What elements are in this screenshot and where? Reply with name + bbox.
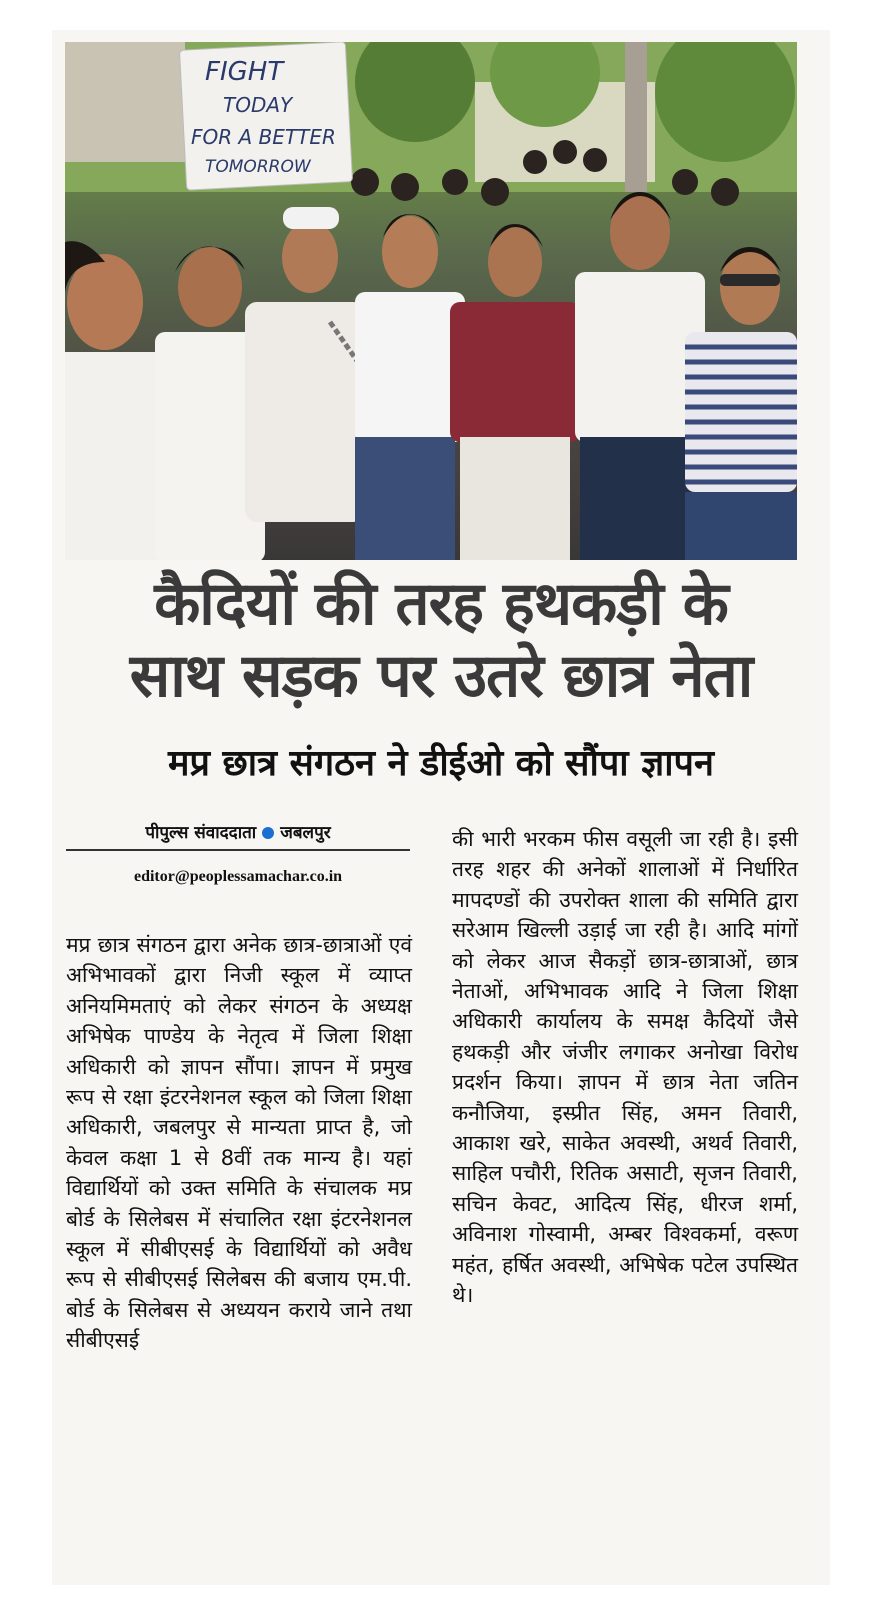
article-paragraph-left: मप्र छात्र संगठन द्वारा अनेक छात्र-छात्राओं एवं अभिभावकों द्वारा निजी स्कूल में व्याप्त अनियमिमताएं को लेकर संगठन के अध्यक्ष अभिषेक पाण्डेय के नेतृत्व में जिला शिक्षा अधिकारी को ज्ञापन सौंपा। ज्ञापन में प्रमुख रूप से रक्षा इंटरनेशनल स्कूल को जिला शिक्षा अधिकारी, जबलपुर से मान्यता प्राप्त है, जो केवल कक्षा 1 से 8वीं तक मान्य है। यहां विद्यार्थियों को उक्त समिति के संचालक मप्र बोर्ड के सिलेबस में संचालित रक्षा इंटरनेशनल स्कूल में सीबीएसई के विद्यार्थियों को अवैध रूप से सीबीएसई सिलेबस की बजाय एम.पी. बोर्ड के सिलेबस से अध्ययन कराये जाने तथा सीबीएसई [66, 933, 412, 1353]
protest-photo [65, 42, 797, 560]
bullet-dot-icon [262, 827, 274, 839]
protest-sign [179, 42, 352, 190]
sign-line-2: TODAY [223, 93, 293, 117]
subheadline: मप्र छात्र संगठन ने डीईओ को सौंपा ज्ञापन [168, 743, 714, 784]
dateline-city: जबलपुर [280, 823, 331, 843]
headline-line-1: कैदियों की तरह हथकड़ी के [154, 569, 728, 639]
article-column-left [66, 930, 412, 1356]
headline-line-2: साथ सड़क पर उतरे छात्र नेता [129, 641, 753, 711]
building-left [65, 42, 185, 162]
byline [66, 820, 410, 851]
editor-email: editor@peoplessamachar.co.in [133, 868, 343, 885]
sign-line-4: TOMORROW [205, 157, 311, 177]
protest-crowd-illustration [65, 42, 797, 560]
sign-line-1: FIGHT [205, 57, 284, 87]
student-maroon-shirt [450, 224, 580, 560]
reporter-name: पीपुल्स संवाददाता [145, 823, 257, 843]
sign-line-3: FOR A BETTER [191, 125, 336, 149]
student-left-edge [65, 241, 160, 560]
article-paragraph-right: की भारी भरकम फीस वसूली जा रही है। इसी तरह शहर की अनेकों शालाओं में निर्धारित मापदण्डों की उपरोक्त शाला की समिति द्वारा सरेआम खिल्ली उड़ाई जा रही है। आदि मांगों को लेकर आज सैकड़ों छात्र-छात्राओं, छात्र नेताओं, अभिभावक आदि ने जिला शिक्षा अधिकारी कार्यालय के समक्ष कैदियों जैसे हथकड़ी और जंजीर लगाकर अनोखा विरोध प्रदर्शन किया। ज्ञापन में छात्र नेता जतिन कनौजिया, इस्प्रीत सिंह, अमन तिवारी, आकाश खरे, साकेत अवस्थी, अथर्व तिवारी, साहिल पचौरी, रितिक असाटी, सृजन तिवारी, सचिन केवट, आदित्य सिंह, धीरज शर्मा, अविनाश गोस्वामी, अम्बर विश्वकर्मा, वरूण महंत, हर्षित अवस्थी, अभिषेक पटेल उपस्थित थे। [452, 827, 798, 1308]
headline [52, 568, 830, 712]
article-column-right [452, 824, 798, 1311]
tree-trunk [625, 42, 647, 192]
student-shouting [355, 214, 465, 560]
